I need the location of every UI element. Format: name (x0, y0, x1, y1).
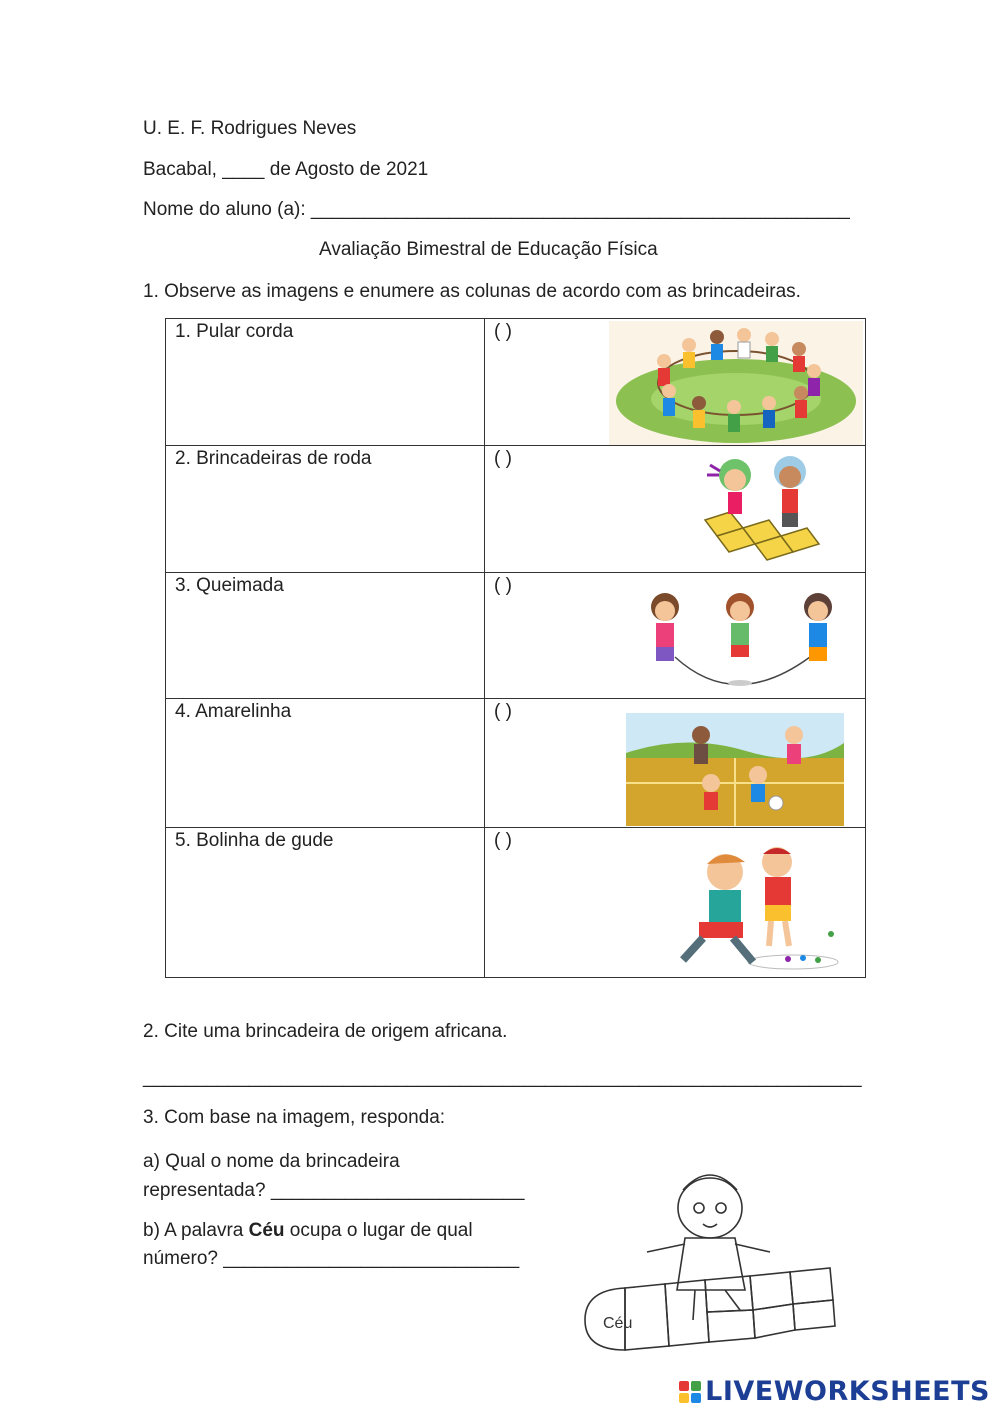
answer-parentheses[interactable]: ( ) (494, 830, 512, 851)
jump-rope-image (640, 587, 845, 697)
q2-answer-line[interactable]: ____________________________________________________________________ (143, 1067, 862, 1088)
q3-prompt: 3. Com base na imagem, responda: (143, 1107, 446, 1128)
table-row (166, 699, 866, 828)
dodgeball-image (626, 713, 844, 826)
row-answer-cell[interactable] (485, 446, 866, 573)
row-label: 4. Amarelinha (175, 701, 292, 722)
answer-parentheses[interactable]: ( ) (494, 448, 512, 469)
q3-b-answer[interactable]: número? ____________________________ (143, 1248, 520, 1269)
circle-dance-image (609, 321, 863, 445)
row-answer-cell[interactable] (485, 828, 866, 978)
q3-b-post: ocupa o lugar de qual (284, 1220, 473, 1241)
row-answer-cell[interactable] (485, 699, 866, 828)
row-label-cell (166, 446, 485, 573)
q2-prompt: 2. Cite uma brincadeira de origem africana. (143, 1021, 508, 1042)
row-label: 5. Bolinha de gude (175, 830, 334, 851)
svg-text:Céu: Céu (603, 1315, 633, 1332)
matching-table (165, 318, 866, 978)
row-label: 3. Queimada (175, 575, 284, 596)
liveworksheets-logo (679, 1376, 990, 1407)
answer-parentheses[interactable]: ( ) (494, 575, 512, 596)
liveworksheets-logo-icon (679, 1381, 701, 1403)
table-row (166, 828, 866, 978)
row-label-cell (166, 573, 485, 699)
table-row (166, 573, 866, 699)
row-label: 1. Pular corda (175, 321, 294, 342)
row-label-cell (166, 699, 485, 828)
row-answer-cell[interactable] (485, 319, 866, 446)
hopscotch-image (695, 450, 825, 572)
girl-hopscotch-image (565, 1160, 865, 1370)
row-label: 2. Brincadeiras de roda (175, 448, 372, 469)
school-name: U. E. F. Rodrigues Neves (143, 118, 357, 139)
table-row (166, 319, 866, 446)
table-row (166, 446, 866, 573)
answer-parentheses[interactable]: ( ) (494, 701, 512, 722)
logo-text: LIVEWORKSHEETS (705, 1376, 990, 1407)
q1-prompt: 1. Observe as imagens e enumere as colunas de acordo com as brincadeiras. (143, 281, 801, 302)
date-line: Bacabal, ____ de Agosto de 2021 (143, 159, 429, 180)
q3-b-bold-word: Céu (248, 1220, 285, 1241)
q3-a-answer[interactable]: representada? ________________________ (143, 1180, 525, 1201)
student-name-line[interactable]: Nome do aluno (a): ___________________________________________________ (143, 199, 850, 220)
q3-a-line1: a) Qual o nome da brincadeira (143, 1151, 400, 1172)
row-label-cell (166, 828, 485, 978)
page-title: Avaliação Bimestral de Educação Física (319, 239, 658, 260)
marbles-image (673, 840, 848, 976)
q3-b-line1 (143, 1220, 473, 1242)
q3-b-pre: b) A palavra (143, 1220, 249, 1241)
row-label-cell (166, 319, 485, 446)
row-answer-cell[interactable] (485, 573, 866, 699)
answer-parentheses[interactable]: ( ) (494, 321, 512, 342)
